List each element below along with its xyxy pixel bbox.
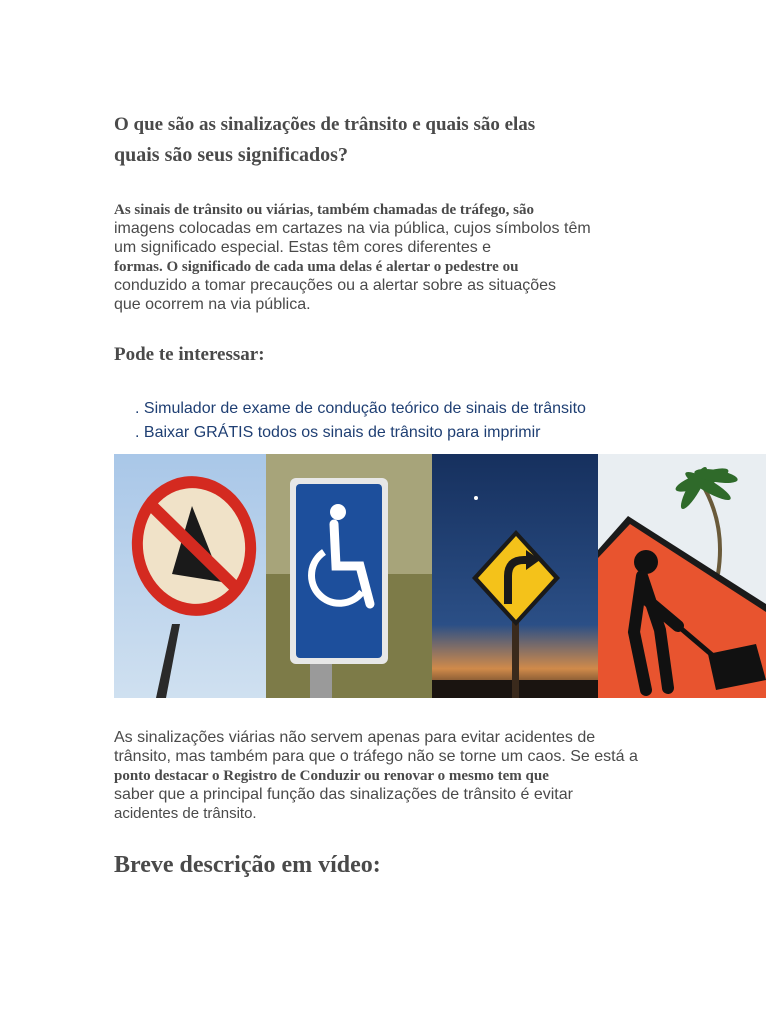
wheelchair-sign-icon	[266, 454, 432, 698]
intro-line-3: um significado especial. Estas têm cores diferentes e	[114, 239, 492, 256]
body-line-1: As sinalizações viárias não servem apenas para evitar acidentes de	[114, 729, 596, 746]
section-heading-interest: Pode te interessar:	[114, 344, 265, 365]
body-line-4: saber que a principal função das sinalizações de trânsito é evitar	[114, 786, 573, 803]
road-work-sign-icon	[598, 454, 766, 698]
photo-curve-right	[432, 454, 598, 698]
photo-no-stopping	[114, 454, 266, 698]
page-title-line-1: O que são as sinalizações de trânsito e quais são elas	[114, 114, 536, 135]
intro-line-4: formas. O significado de cada uma delas é alertar o pedestre ou	[114, 259, 519, 275]
body-line-2: trânsito, mas também para que o tráfego não se torne um caos. Se está a	[114, 748, 638, 765]
photo-road-work	[598, 454, 766, 698]
no-stopping-sign-icon	[114, 454, 266, 698]
link-simulator[interactable]: . Simulador de exame de condução teórico de sinais de trânsito	[135, 400, 586, 417]
photo-wheelchair	[266, 454, 432, 698]
intro-line-2: imagens colocadas em cartazes na via pública, cujos símbolos têm	[114, 220, 591, 237]
body-line-5: acidentes de trânsito.	[114, 805, 257, 822]
intro-line-1: As sinais de trânsito ou viárias, também chamadas de tráfego, são	[114, 202, 534, 218]
page-title-line-2: quais são seus significados?	[114, 144, 348, 166]
intro-line-5: conduzido a tomar precauções ou a alertar sobre as situações	[114, 277, 557, 294]
intro-line-6: que ocorrem na via pública.	[114, 296, 311, 313]
link-download-signs[interactable]: . Baixar GRÁTIS todos os sinais de trânsito para imprimir	[135, 424, 541, 441]
section-heading-video: Breve descrição em vídeo:	[114, 852, 381, 878]
curve-right-sign-icon	[432, 454, 598, 698]
body-line-3: ponto destacar o Registro de Conduzir ou renovar o mesmo tem que	[114, 768, 549, 784]
traffic-signs-photo-strip	[114, 454, 766, 698]
